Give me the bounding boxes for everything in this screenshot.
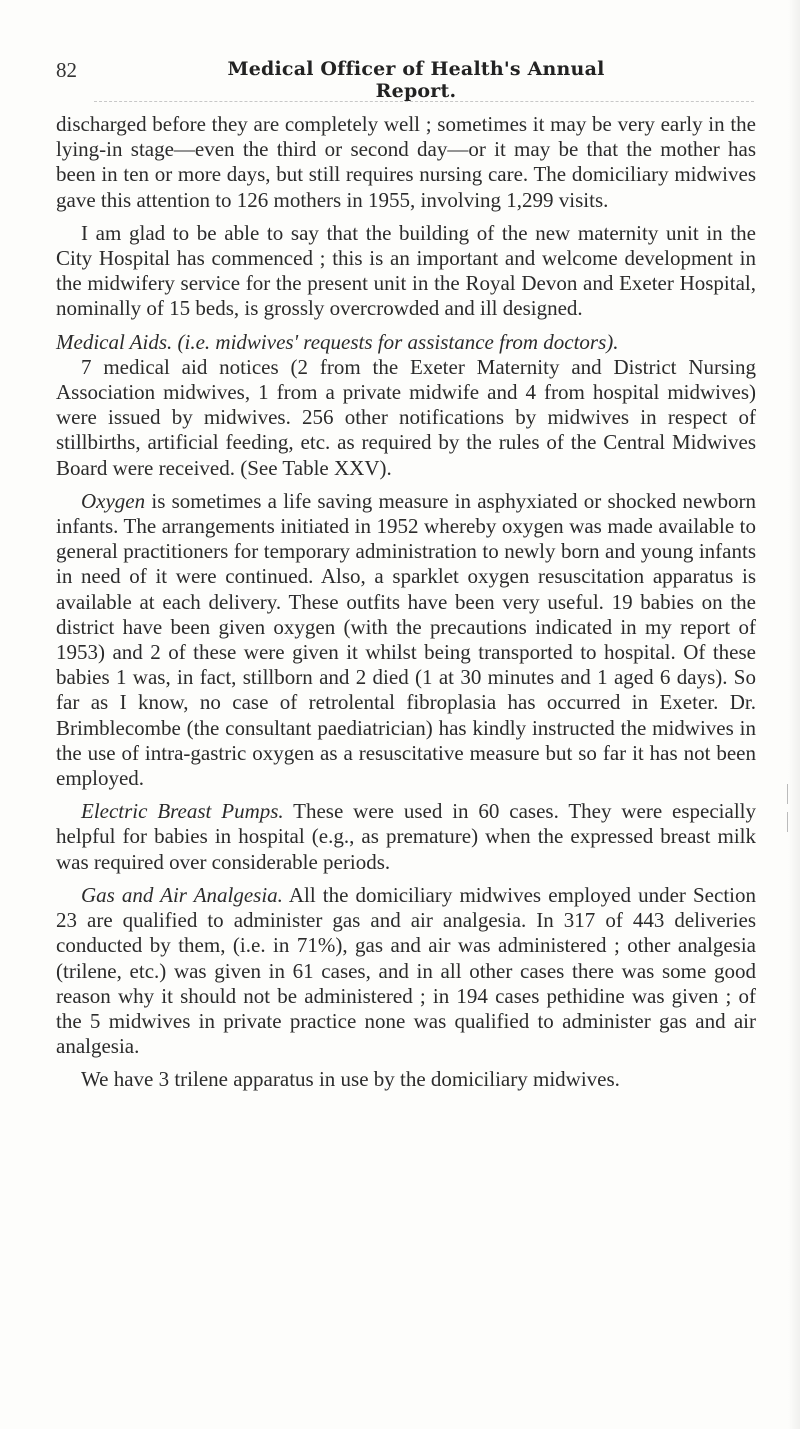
section-heading-medical-aids: Medical Aids. [56, 329, 173, 354]
paragraph-trilene [56, 1067, 756, 1092]
section-heading-oxygen: Oxygen [81, 488, 146, 513]
page-edge-shadow [788, 0, 800, 1429]
section-heading-breast-pumps: Electric Breast Pumps. [81, 799, 284, 824]
paragraph-text: 7 medical aid notices (2 from the Exeter Maternity and District Nursing Association midwives, 1 from a private midwife and 4 from hospital midwives) were issued by midwives. 256 other notifications by midwives in respect of stillbirths, artificial feeding, etc. as required by the rules of the Central Midwives Board were received. (See Table XXV). [56, 354, 756, 480]
paragraph-maternity-unit [56, 221, 756, 322]
paragraph-text: These were used in 60 cases. They were especially helpful for babies in hospital (e.g., as premature) when the expressed breast milk was required over considerable periods. [56, 799, 756, 874]
paragraph-breast-pumps [56, 799, 756, 875]
margin-mark [787, 784, 792, 804]
page-header [56, 58, 756, 102]
paragraph-text: is sometimes a life saving measure in asphyxiated or shocked newborn infants. The arrangements initiated in 1952 whereby oxygen was made available to general practitioners for temporary administration to newly born and young infants in need of it were continued. Also, a sparklet oxygen resuscitation apparatus is available at each delivery. These outfits have been very useful. 19 babies on the district have been given oxygen (with the precautions indicated in my report of 1953) and 2 of these were given it whilst being transported to hospital. Of these babies 1 was, in fact, stillborn and 2 died (1 at 30 minutes and 1 aged 6 days). So far as I know, no case of retrolental fibroplasia has occurred in Exeter. Dr. Brimblecombe (the consultant paediatrician) has kindly instructed the midwives in the use of intra-gastric oxygen as a resuscitative measure but so far it has not been employed. [56, 488, 756, 791]
paragraph-oxygen [56, 489, 756, 791]
paragraph-text: discharged before they are completely well ; sometimes it may be very early in the lying-in stage—even the third or second day—or it may be that the mother has been in ten or more days, but still requires nursing care. The domiciliary midwives gave this attention to 126 mothers in 1955, involving 1,299 visits. [56, 112, 756, 212]
section-subheading-medical-aids: (i.e. midwives' requests for assistance from doctors). [177, 329, 619, 354]
paragraph-gas-air [56, 883, 756, 1059]
paragraph-text: All the domiciliary midwives employed under Section 23 are qualified to administer gas and air analgesia. In 317 of 443 deliveries conducted by them, (i.e. in 71%), gas and air was administered ; other analgesia (trilene, etc.) was given in 61 cases, and in all other cases there was some good reason why it should not be administered ; in 194 cases pethidine was given ; of the 5 midwives in private practice none was qualified to administer gas and air analgesia. [56, 882, 756, 1059]
page-number: 82 [56, 58, 77, 82]
body-text [56, 112, 756, 1101]
margin-mark [787, 812, 792, 832]
paragraph-medical-aids [56, 330, 756, 481]
running-title: Medical Officer of Health's Annual Report. [227, 58, 605, 102]
paragraph-text: We have 3 trilene apparatus in use by the domiciliary midwives. [81, 1067, 620, 1092]
section-heading-gas-air: Gas and Air Analgesia. [81, 882, 283, 907]
header-rule [94, 101, 754, 102]
paragraph-discharged [56, 112, 756, 213]
paragraph-text: I am glad to be able to say that the building of the new maternity unit in the City Hospital has commenced ; this is an important and welcome development in the midwifery service for the present unit in the Royal Devon and Exeter Hospital, nominally of 15 beds, is grossly overcrowded and ill designed. [56, 220, 756, 321]
